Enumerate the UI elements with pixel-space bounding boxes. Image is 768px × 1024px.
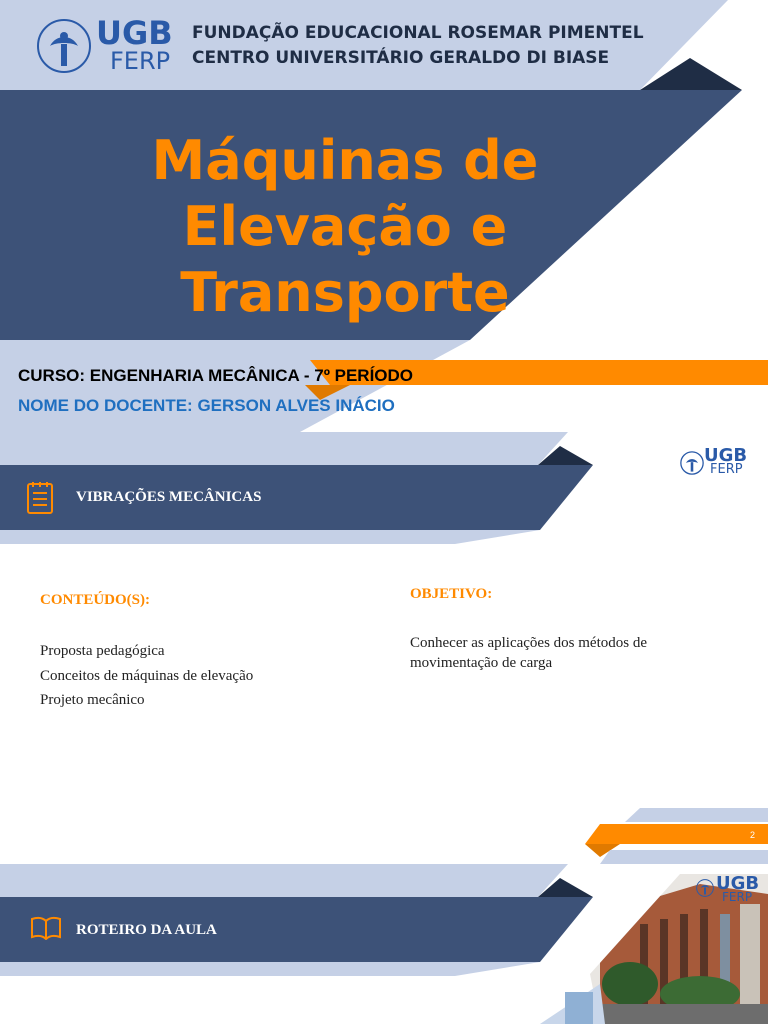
course-text: CURSO: ENGENHARIA MECÂNICA - 7º PERÍODO xyxy=(18,366,414,385)
list-item: Projeto mecânico xyxy=(40,692,145,708)
ugb-emblem-icon xyxy=(36,16,92,76)
teacher-text: NOME DO DOCENTE: GERSON ALVES INÁCIO xyxy=(18,396,395,415)
institution-line-1: FUNDAÇÃO EDUCACIONAL ROSEMAR PIMENTEL xyxy=(192,23,644,43)
logo-ugb-text: UGB xyxy=(96,14,173,52)
title-block xyxy=(0,128,690,326)
objective-line-2: movimentação de carga xyxy=(410,655,553,671)
title-line-3: Transporte xyxy=(180,261,510,324)
notepad-icon xyxy=(26,481,54,515)
objective-line-1: Conhecer as aplicações dos métodos de xyxy=(410,635,648,651)
slide-content xyxy=(0,432,768,864)
content-heading: CONTEÚDO(S): xyxy=(40,592,151,608)
title-line-2: Elevação e xyxy=(182,195,508,258)
objective-text xyxy=(410,633,647,673)
ugb-emblem-icon xyxy=(696,878,714,898)
slide-agenda xyxy=(0,864,768,1024)
title-line-1: Máquinas de xyxy=(151,129,539,192)
open-book-icon xyxy=(30,916,62,940)
banner-title: ROTEIRO DA AULA xyxy=(76,922,217,938)
logo-ugb-text: UGB xyxy=(716,873,760,894)
page-number: 2 xyxy=(750,830,756,840)
institution-line-2: CENTRO UNIVERSITÁRIO GERALDO DI BIASE xyxy=(192,48,610,68)
list-item: Proposta pedagógica xyxy=(40,643,165,659)
logo-ferp-text: FERP xyxy=(710,462,743,477)
slide-title xyxy=(0,0,768,432)
slide3-background-shapes xyxy=(0,864,768,1024)
logo-ugb-text: UGB xyxy=(704,445,748,466)
ugb-emblem-icon xyxy=(680,450,704,476)
objective-heading: OBJETIVO: xyxy=(410,586,493,602)
logo-ferp-text: FERP xyxy=(722,890,753,904)
list-item: Conceitos de máquinas de elevação xyxy=(40,667,254,684)
content-list xyxy=(40,639,253,713)
banner-title: VIBRAÇÕES MECÂNICAS xyxy=(76,489,262,505)
logo-ferp-text: FERP xyxy=(110,47,171,75)
